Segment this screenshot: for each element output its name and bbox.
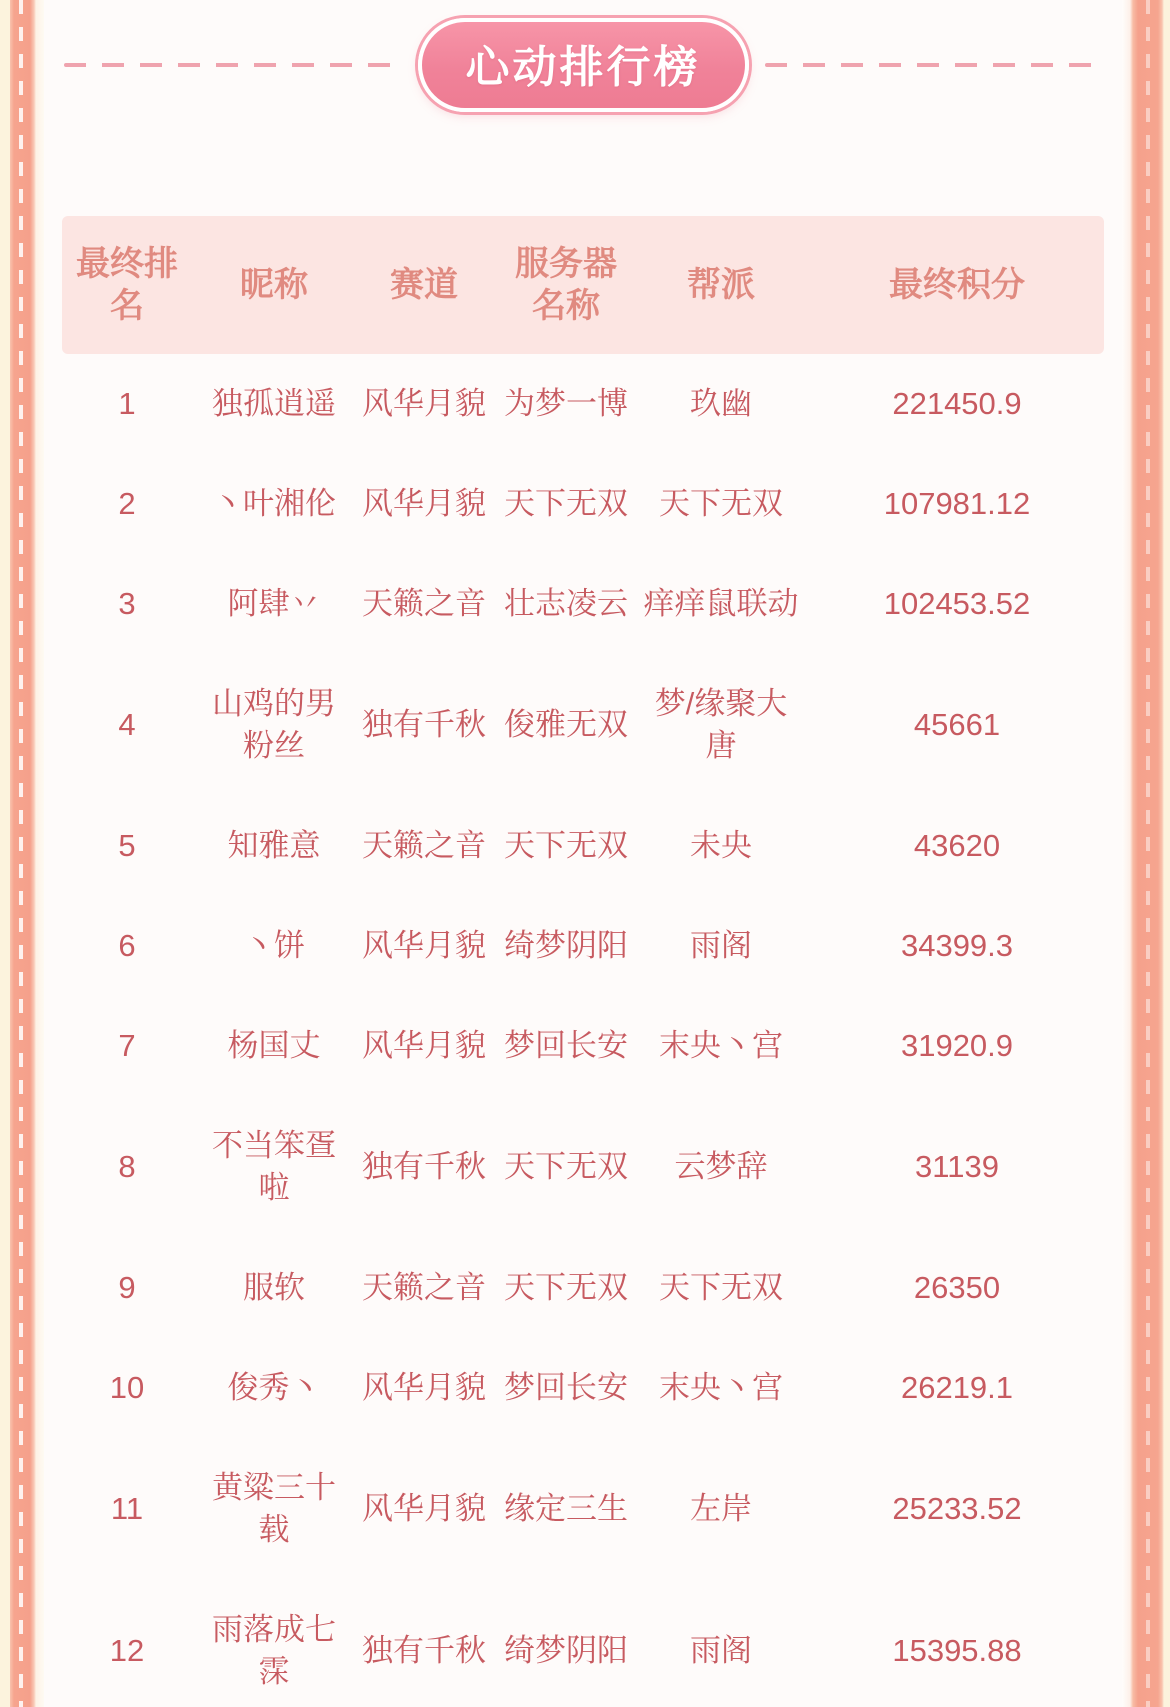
cell-score: 221450.9 [892,386,1022,421]
header-cell-track: 赛道 [390,266,458,304]
cell-rank: 3 [118,586,136,621]
cell-score: 15395.88 [892,1633,1022,1668]
cell-gang: 未央 [690,828,752,863]
cell-gang: 末央丶宫 [659,1028,783,1063]
table-body [62,354,1104,1707]
table-row [62,354,1104,454]
right-border-dashed-line [1146,0,1150,1707]
cell-score: 26219.1 [900,1370,1014,1405]
cell-score: 26350 [913,1270,1001,1305]
cell-nickname: 阿肆丷 [227,586,321,621]
cell-track: 天籁之音 [362,586,486,621]
table-row [62,1580,1104,1707]
cell-rank: 2 [118,486,136,521]
title-banner-row [44,0,1122,112]
cell-score: 31920.9 [900,1028,1014,1063]
cell-rank: 1 [118,386,136,421]
cell-server: 梦回长安 [504,1370,628,1405]
cell-score: 107981.12 [883,486,1031,521]
cell-gang: 左岸 [690,1491,752,1526]
cell-nickname: 雨落成七霂 [212,1612,336,1689]
cell-gang: 痒痒鼠联动 [643,586,799,621]
header-cell-rank: 最终排名 [76,245,178,325]
cell-rank: 5 [118,828,136,863]
content-area [44,0,1122,1707]
cell-score: 102453.52 [883,586,1031,621]
cell-track: 风华月貌 [362,386,486,421]
cell-server: 天下无双 [504,486,628,521]
cell-score: 34399.3 [900,928,1014,963]
cell-nickname: 杨国丈 [227,1028,321,1063]
cell-nickname: 丶叶湘伦 [212,486,336,521]
table-row [62,654,1104,796]
cell-track: 风华月貌 [362,1491,486,1526]
title-dash-right [765,63,1103,67]
left-border-dashed-line [19,0,23,1707]
header-cell-score: 最终积分 [889,266,1025,304]
cell-rank: 4 [118,707,136,742]
table-row [62,454,1104,554]
cell-server: 绮梦阴阳 [504,928,628,963]
title-dash-left [64,63,402,67]
cell-nickname: 黄粱三十载 [212,1470,336,1547]
header-cell-gang: 帮派 [687,266,755,304]
cell-gang: 末央丶宫 [659,1370,783,1405]
left-border-decoration [0,0,44,1707]
cell-track: 风华月貌 [362,928,486,963]
table-row [62,796,1104,896]
cell-track: 独有千秋 [362,1633,486,1668]
page-title: 心动排行榜 [418,18,749,112]
leaderboard-table [62,216,1104,1707]
cell-track: 独有千秋 [362,1149,486,1184]
table-row [62,1438,1104,1580]
cell-server: 梦回长安 [504,1028,628,1063]
cell-gang: 天下无双 [659,1270,783,1305]
cell-rank: 7 [118,1028,136,1063]
header-cell-nickname: 昵称 [240,266,308,304]
cell-server: 天下无双 [504,828,628,863]
cell-nickname: 服软 [243,1270,305,1305]
cell-track: 风华月貌 [362,1370,486,1405]
cell-track: 天籁之音 [362,1270,486,1305]
table-header-row [62,216,1104,354]
cell-rank: 10 [109,1370,145,1405]
cell-server: 俊雅无双 [504,707,628,742]
cell-nickname: 不当笨疍啦 [212,1128,336,1205]
cell-gang: 玖幽 [690,386,752,421]
cell-server: 绮梦阴阳 [504,1633,628,1668]
cell-score: 31139 [915,1149,999,1184]
cell-server: 壮志凌云 [504,586,628,621]
right-border-decoration [1122,0,1170,1707]
cell-server: 为梦一博 [504,386,628,421]
cell-gang: 云梦辞 [674,1149,768,1184]
cell-server: 天下无双 [504,1270,628,1305]
cell-nickname: 山鸡的男粉丝 [212,686,336,763]
cell-rank: 12 [109,1633,145,1668]
cell-rank: 11 [110,1491,144,1526]
cell-gang: 天下无双 [659,486,783,521]
cell-rank: 9 [118,1270,136,1305]
cell-score: 43620 [913,828,1001,863]
cell-gang: 雨阁 [690,928,752,963]
cell-track: 风华月貌 [362,1028,486,1063]
table-row [62,896,1104,996]
cell-nickname: 知雅意 [227,828,321,863]
cell-nickname: 独孤逍遥 [212,386,336,421]
cell-rank: 6 [118,928,136,963]
cell-server: 缘定三生 [504,1491,628,1526]
cell-track: 风华月貌 [362,486,486,521]
header-cell-server: 服务器名称 [515,245,617,325]
table-row [62,554,1104,654]
table-row [62,1096,1104,1238]
cell-nickname: 丶饼 [243,928,305,963]
table-row [62,1238,1104,1338]
table-row [62,996,1104,1096]
cell-track: 独有千秋 [362,707,486,742]
cell-gang: 雨阁 [690,1633,752,1668]
cell-server: 天下无双 [504,1149,628,1184]
table-row [62,1338,1104,1438]
cell-rank: 8 [118,1149,136,1184]
cell-track: 天籁之音 [362,828,486,863]
cell-score: 25233.52 [892,1491,1022,1526]
cell-gang: 梦/缘聚大唐 [654,686,788,763]
cell-nickname: 俊秀丶 [227,1370,321,1405]
cell-score: 45661 [913,707,1001,742]
